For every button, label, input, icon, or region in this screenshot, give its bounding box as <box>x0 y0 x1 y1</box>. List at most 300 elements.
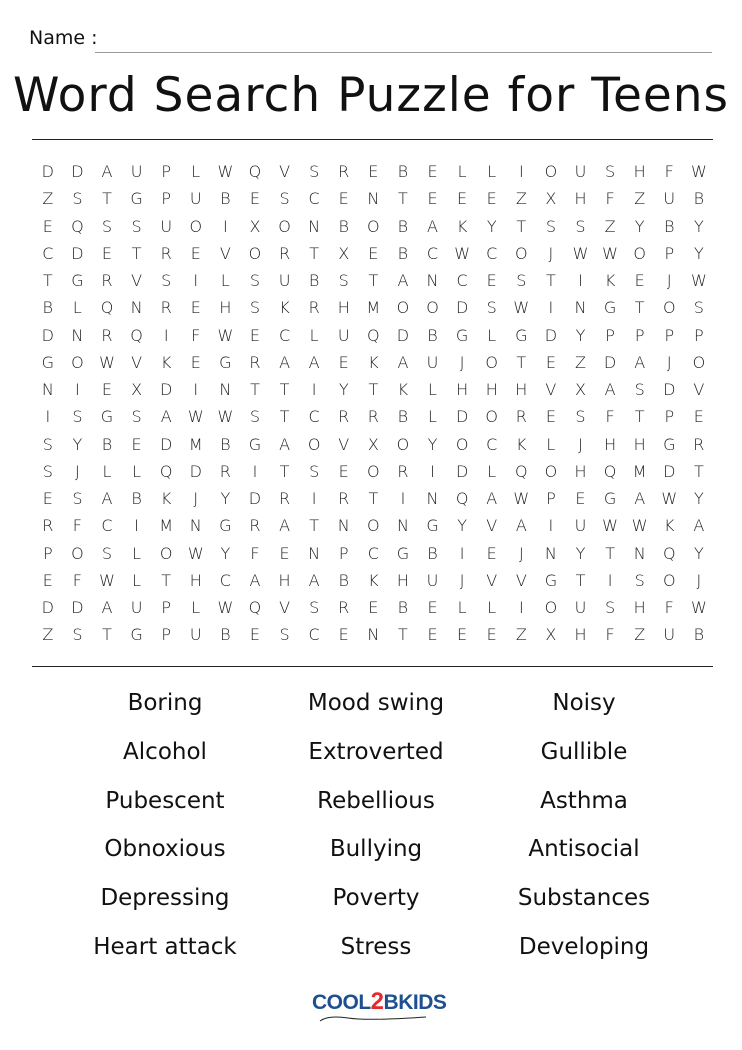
grid-letter[interactable]: K <box>604 271 616 291</box>
grid-letter[interactable]: D <box>41 598 54 618</box>
grid-letter[interactable]: T <box>279 461 290 481</box>
grid-letter[interactable]: S <box>605 162 616 182</box>
grid-letter[interactable]: A <box>397 271 409 291</box>
grid-letter[interactable]: T <box>605 543 615 563</box>
grid-letter[interactable]: Z <box>515 625 527 645</box>
grid-letter[interactable]: U <box>426 570 439 590</box>
grid-letter[interactable]: D <box>396 325 410 345</box>
grid-letter[interactable]: N <box>308 216 321 236</box>
grid-letter[interactable]: E <box>338 352 349 372</box>
grid-letter[interactable]: B <box>397 216 409 236</box>
grid-letter[interactable]: E <box>249 625 260 645</box>
grid-letter[interactable]: T <box>131 243 142 263</box>
grid-letter[interactable]: A <box>308 570 320 590</box>
grid-letter[interactable]: R <box>338 598 350 618</box>
grid-letter[interactable]: K <box>279 298 290 318</box>
grid-letter[interactable]: J <box>518 543 524 563</box>
grid-letter[interactable]: A <box>101 162 113 182</box>
grid-letter[interactable]: S <box>634 380 645 400</box>
grid-letter[interactable]: Z <box>634 625 646 645</box>
name-field-line[interactable] <box>95 52 712 53</box>
grid-letter[interactable]: T <box>42 271 53 291</box>
grid-letter[interactable]: W <box>602 516 618 536</box>
grid-letter[interactable]: X <box>131 380 143 400</box>
grid-letter[interactable]: R <box>308 298 320 318</box>
grid-letter[interactable]: O <box>367 461 380 481</box>
grid-letter[interactable]: F <box>605 189 615 209</box>
grid-letter[interactable]: Q <box>248 598 262 618</box>
grid-letter[interactable]: Y <box>693 216 704 236</box>
grid-letter[interactable]: J <box>459 570 465 590</box>
grid-letter[interactable]: G <box>603 298 617 318</box>
grid-letter[interactable]: A <box>634 489 646 509</box>
grid-letter[interactable]: H <box>278 570 291 590</box>
grid-letter[interactable]: I <box>193 271 199 291</box>
grid-letter[interactable]: P <box>664 243 675 263</box>
grid-letter[interactable]: R <box>338 162 350 182</box>
grid-letter[interactable]: S <box>309 598 320 618</box>
grid-letter[interactable]: S <box>161 271 172 291</box>
grid-letter[interactable]: I <box>75 380 80 400</box>
grid-letter[interactable]: U <box>574 162 587 182</box>
grid-letter[interactable]: O <box>485 407 498 427</box>
grid-letter[interactable]: C <box>367 543 379 563</box>
grid-letter[interactable]: E <box>634 271 645 291</box>
grid-letter[interactable]: R <box>249 352 261 372</box>
grid-letter[interactable]: N <box>367 189 380 209</box>
grid-letter[interactable]: A <box>397 352 409 372</box>
grid-letter[interactable]: A <box>279 352 291 372</box>
grid-letter[interactable]: Y <box>457 516 467 536</box>
grid-letter[interactable]: H <box>219 298 232 318</box>
grid-letter[interactable]: B <box>338 570 349 590</box>
grid-letter[interactable]: V <box>131 271 143 291</box>
grid-letter[interactable]: K <box>160 489 172 509</box>
grid-letter[interactable]: J <box>696 570 702 590</box>
grid-letter[interactable]: C <box>219 570 231 590</box>
grid-letter[interactable]: O <box>71 543 84 563</box>
grid-letter[interactable]: Q <box>159 461 173 481</box>
grid-letter[interactable]: S <box>249 298 261 318</box>
grid-letter[interactable]: I <box>578 271 583 291</box>
grid-letter[interactable]: Y <box>72 434 83 454</box>
grid-letter[interactable]: P <box>161 598 171 618</box>
grid-letter[interactable]: D <box>544 325 558 345</box>
grid-letter[interactable]: G <box>130 625 143 645</box>
grid-letter[interactable]: T <box>546 271 556 291</box>
grid-letter[interactable]: S <box>516 271 527 291</box>
grid-letter[interactable]: A <box>101 598 113 618</box>
grid-letter[interactable]: O <box>544 598 558 618</box>
grid-letter[interactable]: N <box>633 543 646 563</box>
grid-letter[interactable]: I <box>193 380 199 400</box>
grid-letter[interactable]: O <box>544 461 558 481</box>
grid-letter[interactable]: T <box>575 570 586 590</box>
grid-letter[interactable]: R <box>101 325 113 345</box>
grid-letter[interactable]: V <box>279 162 291 182</box>
grid-letter[interactable]: Z <box>575 352 586 372</box>
grid-letter[interactable]: A <box>515 516 527 536</box>
grid-letter[interactable]: A <box>634 352 646 372</box>
grid-letter[interactable]: Q <box>248 162 262 182</box>
grid-letter[interactable]: K <box>368 352 379 372</box>
grid-letter[interactable]: F <box>250 543 260 563</box>
grid-letter[interactable]: C <box>42 243 54 263</box>
grid-letter[interactable]: B <box>427 325 438 345</box>
grid-letter[interactable]: B <box>397 598 409 618</box>
grid-letter[interactable]: J <box>193 489 199 509</box>
grid-letter[interactable]: T <box>250 380 260 400</box>
grid-letter[interactable]: T <box>634 298 645 318</box>
grid-letter[interactable]: S <box>249 271 261 291</box>
grid-letter[interactable]: B <box>131 489 142 509</box>
grid-letter[interactable]: K <box>516 434 527 454</box>
grid-letter[interactable]: E <box>42 489 53 509</box>
grid-letter[interactable]: W <box>661 489 678 509</box>
grid-letter[interactable]: O <box>367 516 380 536</box>
grid-letter[interactable]: R <box>338 407 350 427</box>
grid-letter[interactable]: D <box>663 380 676 400</box>
grid-letter[interactable]: A <box>427 216 438 236</box>
grid-letter[interactable]: A <box>486 489 498 509</box>
grid-letter[interactable]: Z <box>42 189 54 209</box>
grid-letter[interactable]: D <box>71 598 84 618</box>
grid-letter[interactable]: D <box>455 298 469 318</box>
grid-letter[interactable]: R <box>278 243 291 263</box>
grid-letter[interactable]: S <box>72 489 83 509</box>
grid-letter[interactable]: C <box>456 271 468 291</box>
grid-letter[interactable]: N <box>189 516 202 536</box>
grid-letter[interactable]: Y <box>338 380 349 400</box>
grid-letter[interactable]: U <box>160 216 173 236</box>
grid-letter[interactable]: T <box>309 243 320 263</box>
grid-letter[interactable]: H <box>574 625 587 645</box>
grid-letter[interactable]: N <box>574 298 587 318</box>
grid-letter[interactable]: J <box>666 271 672 291</box>
grid-letter[interactable]: W <box>187 543 204 563</box>
grid-letter[interactable]: V <box>486 570 498 590</box>
grid-letter[interactable]: W <box>602 243 618 263</box>
grid-letter[interactable]: L <box>132 461 142 481</box>
grid-letter[interactable]: R <box>219 461 231 481</box>
grid-letter[interactable]: F <box>191 325 201 345</box>
grid-letter[interactable]: B <box>101 434 113 454</box>
grid-letter[interactable]: N <box>396 516 409 536</box>
grid-letter[interactable]: O <box>426 298 439 318</box>
grid-letter[interactable]: S <box>634 570 645 590</box>
grid-letter[interactable]: T <box>516 352 527 372</box>
grid-letter[interactable]: E <box>42 216 53 236</box>
grid-letter[interactable]: Y <box>693 543 704 563</box>
grid-letter[interactable]: U <box>337 325 350 345</box>
grid-letter[interactable]: Z <box>42 625 54 645</box>
grid-letter[interactable]: L <box>72 298 82 318</box>
grid-letter[interactable]: P <box>605 325 615 345</box>
grid-letter[interactable]: L <box>102 461 112 481</box>
grid-letter[interactable]: P <box>338 543 349 563</box>
grid-letter[interactable]: O <box>455 434 469 454</box>
grid-letter[interactable]: G <box>71 271 84 291</box>
grid-letter[interactable]: G <box>663 434 676 454</box>
grid-letter[interactable]: S <box>575 407 586 427</box>
grid-letter[interactable]: N <box>71 325 84 345</box>
grid-letter[interactable]: G <box>248 434 262 454</box>
grid-letter[interactable]: R <box>160 298 172 318</box>
grid-letter[interactable]: X <box>249 216 261 236</box>
grid-letter[interactable]: E <box>249 189 260 209</box>
grid-letter[interactable]: K <box>160 352 172 372</box>
grid-letter[interactable]: N <box>308 543 321 563</box>
grid-letter[interactable]: T <box>398 625 408 645</box>
grid-letter[interactable]: H <box>633 434 646 454</box>
grid-letter[interactable]: I <box>518 162 524 182</box>
grid-letter[interactable]: T <box>102 625 112 645</box>
grid-letter[interactable]: D <box>160 380 173 400</box>
grid-letter[interactable]: M <box>366 298 381 318</box>
grid-letter[interactable]: I <box>400 489 406 509</box>
grid-letter[interactable]: P <box>546 489 556 509</box>
grid-letter[interactable]: E <box>427 625 438 645</box>
grid-letter[interactable]: V <box>693 380 705 400</box>
grid-letter[interactable]: C <box>426 243 439 263</box>
grid-letter[interactable]: H <box>574 461 587 481</box>
grid-letter[interactable]: E <box>101 380 113 400</box>
grid-letter[interactable]: Z <box>634 189 646 209</box>
grid-letter[interactable]: U <box>574 516 587 536</box>
grid-letter[interactable]: E <box>249 325 260 345</box>
grid-letter[interactable]: B <box>427 543 438 563</box>
grid-letter[interactable]: Q <box>603 461 617 481</box>
grid-letter[interactable]: A <box>160 407 172 427</box>
grid-letter[interactable]: O <box>515 243 528 263</box>
grid-letter[interactable]: O <box>307 434 321 454</box>
grid-letter[interactable]: S <box>575 216 586 236</box>
grid-letter[interactable]: W <box>690 162 707 182</box>
grid-letter[interactable]: D <box>41 162 54 182</box>
grid-letter[interactable]: I <box>311 489 317 509</box>
grid-letter[interactable]: S <box>693 298 704 318</box>
grid-letter[interactable]: S <box>101 543 113 563</box>
grid-letter[interactable]: B <box>220 625 231 645</box>
grid-letter[interactable]: U <box>130 162 143 182</box>
grid-letter[interactable]: G <box>426 516 439 536</box>
grid-letter[interactable]: W <box>217 598 234 618</box>
grid-letter[interactable]: Z <box>515 189 527 209</box>
grid-letter[interactable]: S <box>72 189 83 209</box>
grid-letter[interactable]: O <box>544 162 558 182</box>
grid-letter[interactable]: O <box>396 298 410 318</box>
grid-letter[interactable]: H <box>515 380 528 400</box>
grid-letter[interactable]: U <box>130 598 143 618</box>
grid-letter[interactable]: D <box>603 352 617 372</box>
grid-letter[interactable]: S <box>309 461 320 481</box>
grid-letter[interactable]: E <box>486 271 497 291</box>
grid-letter[interactable]: W <box>99 352 115 372</box>
grid-letter[interactable]: F <box>605 407 615 427</box>
grid-letter[interactable]: N <box>426 271 439 291</box>
grid-letter[interactable]: V <box>486 516 498 536</box>
grid-letter[interactable]: Q <box>662 543 676 563</box>
grid-letter[interactable]: D <box>189 461 202 481</box>
grid-letter[interactable]: J <box>578 434 583 454</box>
grid-letter[interactable]: M <box>159 516 174 536</box>
grid-letter[interactable]: L <box>487 325 497 345</box>
grid-letter[interactable]: R <box>249 516 261 536</box>
grid-letter[interactable]: I <box>459 543 465 563</box>
grid-letter[interactable]: F <box>72 516 82 536</box>
grid-letter[interactable]: L <box>487 598 497 618</box>
grid-letter[interactable]: L <box>457 598 467 618</box>
grid-letter[interactable]: E <box>457 189 468 209</box>
grid-letter[interactable]: F <box>605 625 615 645</box>
grid-letter[interactable]: I <box>223 216 228 236</box>
grid-letter[interactable]: T <box>368 489 379 509</box>
grid-letter[interactable]: O <box>189 216 203 236</box>
grid-letter[interactable]: T <box>279 380 290 400</box>
grid-letter[interactable]: B <box>397 407 409 427</box>
grid-letter[interactable]: T <box>398 189 408 209</box>
grid-letter[interactable]: W <box>690 598 707 618</box>
grid-letter[interactable]: Y <box>486 216 497 236</box>
grid-letter[interactable]: N <box>337 516 350 536</box>
grid-letter[interactable]: D <box>663 461 676 481</box>
grid-letter[interactable]: T <box>161 570 172 590</box>
grid-letter[interactable]: K <box>664 516 675 536</box>
grid-letter[interactable]: C <box>486 434 498 454</box>
grid-letter[interactable]: L <box>428 380 437 400</box>
grid-letter[interactable]: O <box>692 352 706 372</box>
grid-letter[interactable]: L <box>132 543 142 563</box>
grid-letter[interactable]: A <box>279 434 291 454</box>
grid-letter[interactable]: N <box>367 625 380 645</box>
grid-letter[interactable]: Y <box>575 543 586 563</box>
grid-letter[interactable]: R <box>515 407 527 427</box>
grid-letter[interactable]: P <box>694 325 704 345</box>
grid-letter[interactable]: B <box>693 189 705 209</box>
grid-letter[interactable]: D <box>71 243 84 263</box>
grid-letter[interactable]: Y <box>427 434 438 454</box>
grid-letter[interactable]: T <box>368 271 379 291</box>
grid-letter[interactable]: X <box>367 434 379 454</box>
grid-letter[interactable]: P <box>634 325 645 345</box>
grid-letter[interactable]: Q <box>71 216 84 236</box>
grid-letter[interactable]: G <box>219 352 232 372</box>
grid-letter[interactable]: N <box>41 380 54 400</box>
grid-letter[interactable]: V <box>279 598 291 618</box>
grid-letter[interactable]: J <box>459 352 465 372</box>
grid-letter[interactable]: F <box>664 598 674 618</box>
grid-letter[interactable]: E <box>368 598 379 618</box>
grid-letter[interactable]: S <box>131 216 142 236</box>
grid-letter[interactable]: I <box>548 298 554 318</box>
grid-letter[interactable]: T <box>279 407 290 427</box>
grid-letter[interactable]: S <box>309 162 320 182</box>
grid-letter[interactable]: S <box>279 189 290 209</box>
grid-letter[interactable]: R <box>367 407 379 427</box>
grid-letter[interactable]: I <box>45 407 51 427</box>
grid-letter[interactable]: H <box>396 570 409 590</box>
grid-letter[interactable]: A <box>308 352 320 372</box>
grid-letter[interactable]: E <box>575 489 586 509</box>
grid-letter[interactable]: S <box>338 271 349 291</box>
grid-letter[interactable]: X <box>575 380 586 400</box>
grid-letter[interactable]: L <box>428 407 437 427</box>
grid-letter[interactable]: W <box>690 271 707 291</box>
grid-letter[interactable]: I <box>607 570 613 590</box>
grid-letter[interactable]: C <box>278 325 291 345</box>
grid-letter[interactable]: C <box>308 407 320 427</box>
grid-letter[interactable]: D <box>455 407 469 427</box>
grid-letter[interactable]: Q <box>455 489 469 509</box>
grid-letter[interactable]: G <box>41 352 54 372</box>
grid-letter[interactable]: M <box>188 434 203 454</box>
grid-letter[interactable]: W <box>217 407 234 427</box>
grid-letter[interactable]: P <box>42 543 53 563</box>
grid-letter[interactable]: E <box>42 570 53 590</box>
grid-letter[interactable]: R <box>338 489 350 509</box>
grid-letter[interactable]: I <box>163 325 169 345</box>
grid-letter[interactable]: H <box>456 380 469 400</box>
grid-letter[interactable]: U <box>189 625 202 645</box>
grid-letter[interactable]: U <box>663 625 676 645</box>
grid-letter[interactable]: S <box>101 216 113 236</box>
grid-letter[interactable]: P <box>664 325 675 345</box>
grid-letter[interactable]: O <box>248 243 262 263</box>
grid-letter[interactable]: S <box>42 434 53 454</box>
grid-letter[interactable]: A <box>279 516 291 536</box>
grid-letter[interactable]: F <box>664 162 674 182</box>
grid-letter[interactable]: G <box>100 407 114 427</box>
grid-letter[interactable]: N <box>544 543 557 563</box>
grid-letter[interactable]: N <box>130 298 143 318</box>
grid-letter[interactable]: E <box>486 189 497 209</box>
grid-letter[interactable]: K <box>368 570 379 590</box>
grid-letter[interactable]: G <box>455 325 469 345</box>
grid-letter[interactable]: H <box>604 434 617 454</box>
grid-letter[interactable]: B <box>664 216 675 236</box>
grid-letter[interactable]: R <box>693 434 705 454</box>
grid-letter[interactable]: Y <box>634 216 645 236</box>
grid-letter[interactable]: B <box>220 189 231 209</box>
grid-letter[interactable]: I <box>252 461 258 481</box>
grid-letter[interactable]: Q <box>100 298 114 318</box>
grid-letter[interactable]: L <box>132 570 142 590</box>
grid-letter[interactable]: S <box>249 407 261 427</box>
grid-letter[interactable]: S <box>72 625 83 645</box>
grid-letter[interactable]: O <box>662 570 676 590</box>
grid-letter[interactable]: E <box>693 407 704 427</box>
grid-letter[interactable]: E <box>427 598 438 618</box>
grid-letter[interactable]: H <box>485 380 498 400</box>
grid-letter[interactable]: H <box>189 570 202 590</box>
grid-letter[interactable]: E <box>338 189 349 209</box>
grid-letter[interactable]: T <box>516 216 527 236</box>
grid-letter[interactable]: B <box>220 434 231 454</box>
grid-letter[interactable]: U <box>663 189 676 209</box>
grid-letter[interactable]: V <box>338 434 350 454</box>
grid-letter[interactable]: L <box>487 162 497 182</box>
grid-letter[interactable]: E <box>101 243 113 263</box>
grid-letter[interactable]: P <box>161 189 171 209</box>
grid-letter[interactable]: Q <box>130 325 143 345</box>
grid-letter[interactable]: L <box>546 434 556 454</box>
grid-letter[interactable]: S <box>605 598 616 618</box>
grid-letter[interactable]: M <box>632 461 647 481</box>
grid-letter[interactable]: G <box>219 516 232 536</box>
grid-letter[interactable]: S <box>545 216 556 236</box>
grid-letter[interactable]: E <box>427 162 438 182</box>
grid-letter[interactable]: R <box>278 489 291 509</box>
